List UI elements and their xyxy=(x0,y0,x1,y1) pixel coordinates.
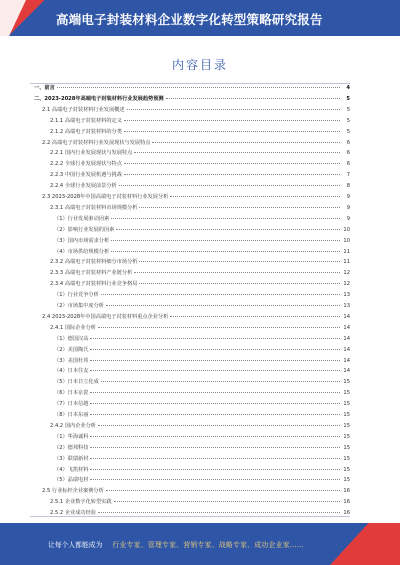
toc-entry-text: 2.3.2 高端电子封装材料细分市场分析 xyxy=(50,259,138,266)
toc-entry-text: （2）市场集中度分析 xyxy=(54,303,104,309)
toc-entry[interactable] xyxy=(34,367,350,375)
toc-entry-text: 2.5.2 企业成功经验 xyxy=(50,510,96,517)
toc-entry-text: （1）德国汉高 xyxy=(54,335,89,342)
toc-entry-page: 14 xyxy=(343,313,350,320)
footer-slogan-lead: 让每个人都能成为 xyxy=(48,541,103,549)
toc-entry-text: （3）联瑞新材 xyxy=(54,455,89,462)
toc-entry-text: （8）日本东丽 xyxy=(54,412,89,418)
toc-entry-page: 15 xyxy=(343,433,350,440)
toc-entry[interactable] xyxy=(34,128,350,136)
toc-entry-leader xyxy=(134,152,340,153)
toc-entry-text: 一、前言 xyxy=(34,85,55,91)
toc-entry[interactable] xyxy=(34,302,350,310)
toc-entry-page: 11 xyxy=(343,248,350,255)
toc-entry-leader xyxy=(134,272,340,273)
toc-entry-page: 5 xyxy=(346,106,350,113)
toc-entry-page: 5 xyxy=(346,117,350,124)
toc-entry-page: 14 xyxy=(343,368,350,375)
toc-entry-leader xyxy=(114,501,340,502)
toc-entry[interactable] xyxy=(34,149,350,157)
toc-entry[interactable] xyxy=(34,117,350,125)
toc-entry[interactable] xyxy=(34,455,350,463)
toc-entry-leader xyxy=(170,316,340,317)
toc-entry-leader xyxy=(139,283,340,284)
toc-entry-leader xyxy=(124,120,340,121)
toc-entry-leader xyxy=(98,512,340,513)
toc-entry-text: 2.1 高端电子封装材料行业发展概述 xyxy=(42,106,125,113)
toc-entry-leader xyxy=(111,218,340,219)
toc-entry[interactable] xyxy=(34,487,350,495)
toc-entry[interactable] xyxy=(34,84,350,92)
toc-entry-text: 2.5.1 企业数字化转型实践 xyxy=(50,499,112,506)
toc-entry-page: 13 xyxy=(343,292,350,299)
toc-entry-page: 15 xyxy=(343,477,350,484)
toc-entry[interactable] xyxy=(34,400,350,408)
toc-entry-page: 14 xyxy=(343,335,350,342)
toc-entry[interactable] xyxy=(34,106,350,114)
toc-entry-leader xyxy=(101,381,340,382)
toc-entry-text: 2.2.4 全球行业发展前景分析 xyxy=(50,183,117,190)
toc-entry-leader xyxy=(116,229,340,230)
toc-entry-leader xyxy=(90,447,340,448)
toc-entry[interactable] xyxy=(34,313,350,321)
toc-entry[interactable] xyxy=(34,389,350,397)
toc-entry[interactable] xyxy=(34,248,350,256)
toc-entry-page: 8 xyxy=(346,183,350,190)
footer-slogan xyxy=(48,539,304,549)
toc-entry-page: 15 xyxy=(343,466,350,473)
toc-entry-text: （2）美国陶氏 xyxy=(54,346,89,353)
toc-entry-page: 5 xyxy=(346,128,350,135)
toc-entry[interactable] xyxy=(34,498,350,506)
toc-entry[interactable] xyxy=(34,193,350,201)
toc-entry-text: （4）市场供给规模分析 xyxy=(54,248,110,255)
toc-entry-page: 15 xyxy=(343,401,350,408)
toc-entry-text: 2.2.2 全球行业发展现状与特点 xyxy=(50,161,122,168)
toc-entry-leader xyxy=(124,174,340,175)
toc-entry-page: 16 xyxy=(343,488,350,495)
toc-entry-text: （3）国内市场需求分析 xyxy=(54,237,110,244)
toc-entry[interactable] xyxy=(34,466,350,474)
toc-entry-page: 15 xyxy=(343,412,350,418)
toc-entry[interactable] xyxy=(34,237,350,245)
toc-entry-text: （2）德邦科技 xyxy=(54,444,89,451)
toc-entry[interactable] xyxy=(34,422,350,430)
toc-entry[interactable] xyxy=(34,258,350,266)
header-accent-stripe xyxy=(0,0,26,36)
toc-entry-page: 16 xyxy=(343,510,350,517)
toc-entry-page: 14 xyxy=(343,324,350,331)
toc-entry-text: （1）华海诚科 xyxy=(54,433,89,440)
toc-entry-text: 2.1.1 高端电子封装材料的定义 xyxy=(50,117,122,124)
report-title: 高端电子封装材料企业数字化转型策略研究报告 xyxy=(56,12,323,27)
toc-entry[interactable] xyxy=(34,204,350,212)
toc-entry-leader xyxy=(152,142,340,143)
toc-entry-leader xyxy=(111,251,340,252)
toc-entry[interactable] xyxy=(34,433,350,441)
toc-entry-leader xyxy=(98,327,340,328)
toc-entry-page: 15 xyxy=(343,455,350,462)
toc-entry-page: 12 xyxy=(343,270,350,277)
toc-entry-text: （1）行业发展驱动因素 xyxy=(54,215,110,222)
toc-entry-leader xyxy=(90,436,340,437)
toc-entry-leader xyxy=(127,109,340,110)
toc-entry[interactable] xyxy=(34,291,350,299)
toc-entry-leader xyxy=(106,305,340,306)
toc-entry-page: 15 xyxy=(343,444,350,451)
toc-entry[interactable] xyxy=(34,357,350,365)
toc-entry-page: 15 xyxy=(343,422,350,429)
footer-accent-shape xyxy=(330,523,400,565)
toc-entry-page: 6 xyxy=(346,161,350,168)
toc-entry-leader xyxy=(106,490,340,491)
toc-entry[interactable] xyxy=(34,171,350,179)
toc-entry[interactable] xyxy=(34,269,350,277)
toc-entry-text: （4）飞凯材料 xyxy=(54,466,89,473)
toc-entry-page: 10 xyxy=(343,226,350,233)
toc-entry[interactable] xyxy=(34,226,350,234)
toc-entry[interactable] xyxy=(34,95,350,103)
toc-entry-leader xyxy=(111,240,340,241)
toc-entry-leader xyxy=(90,392,340,393)
toc-entry-page: 11 xyxy=(343,259,350,266)
toc-entry-page: 9 xyxy=(346,204,350,211)
toc-entry-text: 2.2.3 中国行业发展机遇与挑战 xyxy=(50,172,122,179)
toc-entry[interactable] xyxy=(34,160,350,168)
toc-entry-leader xyxy=(90,469,340,470)
toc-entry-page: 10 xyxy=(343,237,350,244)
toc-entry-leader xyxy=(90,349,340,350)
toc-entry-text: （5）日本日立化成 xyxy=(54,379,99,386)
toc-entry-leader xyxy=(90,458,340,459)
toc-entry[interactable] xyxy=(34,139,350,147)
toc-entry-page: 5 xyxy=(346,95,350,102)
toc-entry-text: 2.3.3 高端电子封装材料产业链分析 xyxy=(50,270,133,277)
table-of-contents xyxy=(34,84,350,524)
toc-entry-text: 2.2 高端电子封装材料行业发展现状与发展特点 xyxy=(42,139,151,146)
toc-entry-page: 16 xyxy=(343,499,350,506)
toc-entry[interactable] xyxy=(34,411,350,419)
toc-entry-page: 6 xyxy=(346,150,350,157)
toc-entry-page: 4 xyxy=(346,85,350,91)
toc-entry-text: 2.4 2023-2028年中国高端电子封装材料重点企业分析 xyxy=(42,313,169,320)
header-accent-shape xyxy=(0,0,44,36)
toc-entry-page: 9 xyxy=(346,194,350,200)
toc-entry-leader xyxy=(90,338,340,339)
report-header xyxy=(0,0,400,36)
toc-entry-leader xyxy=(90,414,340,415)
toc-entry-leader xyxy=(124,163,340,164)
toc-entry-leader xyxy=(170,196,340,197)
toc-entry[interactable] xyxy=(34,215,350,223)
toc-entry[interactable] xyxy=(34,324,350,332)
toc-entry-page: 15 xyxy=(343,390,350,397)
toc-entry[interactable] xyxy=(34,280,350,288)
toc-entry[interactable] xyxy=(34,378,350,386)
report-footer xyxy=(0,523,400,565)
toc-entry-page: 13 xyxy=(343,303,350,309)
toc-entry-text: （6）日本京瓷 xyxy=(54,390,89,397)
toc-entry[interactable] xyxy=(34,476,350,484)
toc-entry-leader xyxy=(90,370,340,371)
toc-entry[interactable] xyxy=(34,335,350,343)
toc-entry-text: 2.1.2 高端电子封装材料的分类 xyxy=(50,128,122,135)
toc-entry-page: 12 xyxy=(343,281,350,288)
toc-entry-text: （3）美国杜邦 xyxy=(54,357,89,364)
toc-entry-text: 2.3.4 高端电子封装材料行业竞争格局 xyxy=(50,281,138,288)
toc-entry[interactable] xyxy=(34,444,350,452)
toc-entry-leader xyxy=(90,403,340,404)
toc-entry-text: 2.3 2023-2028年中国高端电子封装材料行业发展分析 xyxy=(42,194,169,200)
toc-entry-leader xyxy=(139,261,340,262)
toc-title: 内容目录 xyxy=(171,58,228,72)
toc-entry-leader xyxy=(124,131,340,132)
toc-bottom-rule xyxy=(30,516,350,517)
toc-entry-text: 2.2.1 国内行业发展现状与发展特点 xyxy=(50,150,133,157)
toc-entry-leader xyxy=(119,185,340,186)
toc-entry-leader xyxy=(166,98,340,99)
toc-entry-page: 15 xyxy=(343,379,350,386)
toc-entry[interactable] xyxy=(34,182,350,190)
toc-entry-text: （7）日本信越 xyxy=(54,401,89,408)
toc-entry-text: （1）行业竞争分析 xyxy=(54,292,99,299)
toc-entry-leader xyxy=(57,87,340,88)
toc-entry-text: 2.4.2 国内企业分析 xyxy=(50,422,96,429)
toc-entry-text: 2.5 行业标杆企业案例分析 xyxy=(42,488,104,495)
toc-entry-text: （2）影响行业发展的因素 xyxy=(54,226,115,233)
toc-entry-leader xyxy=(90,479,340,480)
toc-entry-leader xyxy=(101,294,340,295)
toc-entry-page: 6 xyxy=(346,139,350,146)
toc-entry-text: 2.3.1 高端电子封装材料市场规模分析 xyxy=(50,204,138,211)
toc-entry[interactable] xyxy=(34,346,350,354)
footer-slogan-roles: 行业专家、管理专家、营销专家、战略专家、成功企业家…… xyxy=(112,541,304,549)
toc-entry-text: 二、2023-2028年高端电子封装材料行业发展趋势预测 xyxy=(34,95,164,102)
toc-entry-page: 14 xyxy=(343,346,350,353)
toc-entry-text: （5）晶瑞电材 xyxy=(54,477,89,484)
toc-entry-page: 14 xyxy=(343,357,350,364)
toc-entry-page: 9 xyxy=(346,215,350,222)
toc-entry-leader xyxy=(90,360,340,361)
toc-entry-text: （4）日本住友 xyxy=(54,368,89,375)
toc-entry-leader xyxy=(139,207,340,208)
toc-entry-text: 2.4.1 国际企业分析 xyxy=(50,324,96,331)
toc-entry-leader xyxy=(98,425,340,426)
toc-entry-page: 7 xyxy=(346,172,350,179)
